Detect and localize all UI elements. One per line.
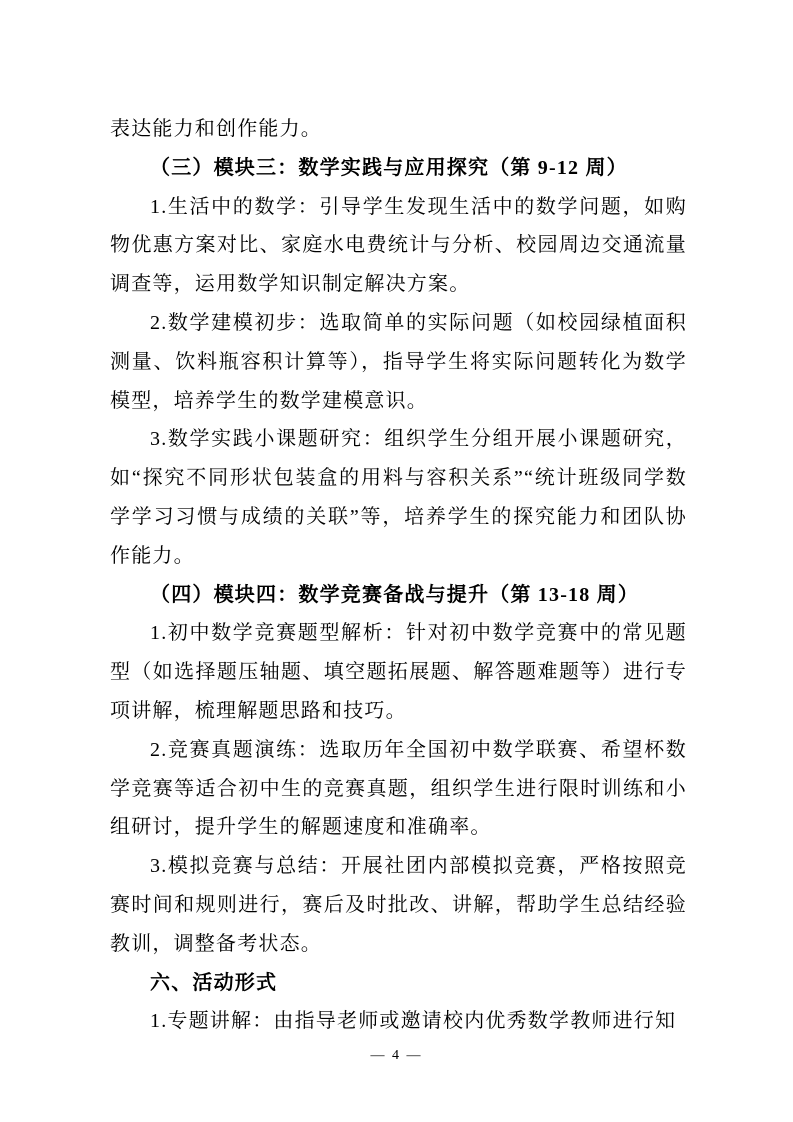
paragraph-module4-item2: 2.竞赛真题演练：选取历年全国初中数学联赛、希望杯数学竞赛等适合初中生的竞赛真题，组织学生进行限时训练和小组研讨，提升学生的解题速度和准确率。 [110,738,687,839]
document-content [110,110,687,1041]
paragraph-module4-item3: 3.模拟竞赛与总结：开展社团内部模拟竞赛，严格按照竞赛时间和规则进行，赛后及时批改、讲解，帮助学生总结经验教训，调整备考状态。 [110,855,687,955]
paragraph-section6-item1: 1.专题讲解：由指导老师或邀请校内优秀数学教师进行知 [150,1010,677,1033]
paragraph-module4-item1: 1.初中数学竞赛题型解析：针对初中数学竞赛中的常见题型（如选择题压轴题、填空题拓展题、解答题难题等）进行专项讲解，梳理解题思路和技巧。 [110,622,687,722]
paragraph-module3-item2: 2.数学建模初步：选取简单的实际问题（如校园绿植面积测量、饮料瓶容积计算等），指导学生将实际问题转化为数学模型，培养学生的数学建模意识。 [110,311,687,412]
page-number: — 4 — [370,1048,423,1063]
paragraph-continuation: 表达能力和创作能力。 [110,118,322,140]
paragraph-module3-item3: 3.数学实践小课题研究：组织学生分组开展小课题研究，如“探究不同形状包装盒的用料与容积关系”“统计班级同学数学学习习惯与成绩的关联”等，培养学生的探究能力和团队协作能力。 [110,428,687,567]
paragraph-module3-item1: 1.生活中的数学：引导学生发现生活中的数学问题，如购物优惠方案对比、家庭水电费统计与分析、校园周边交通流量调查等，运用数学知识制定解决方案。 [110,195,687,296]
section-6-heading: 六、活动形式 [150,971,278,994]
module-3-heading: （三）模块三：数学实践与应用探究（第 9-12 周） [150,156,628,179]
module-4-heading: （四）模块四：数学竞赛备战与提升（第 13-18 周） [150,583,640,606]
